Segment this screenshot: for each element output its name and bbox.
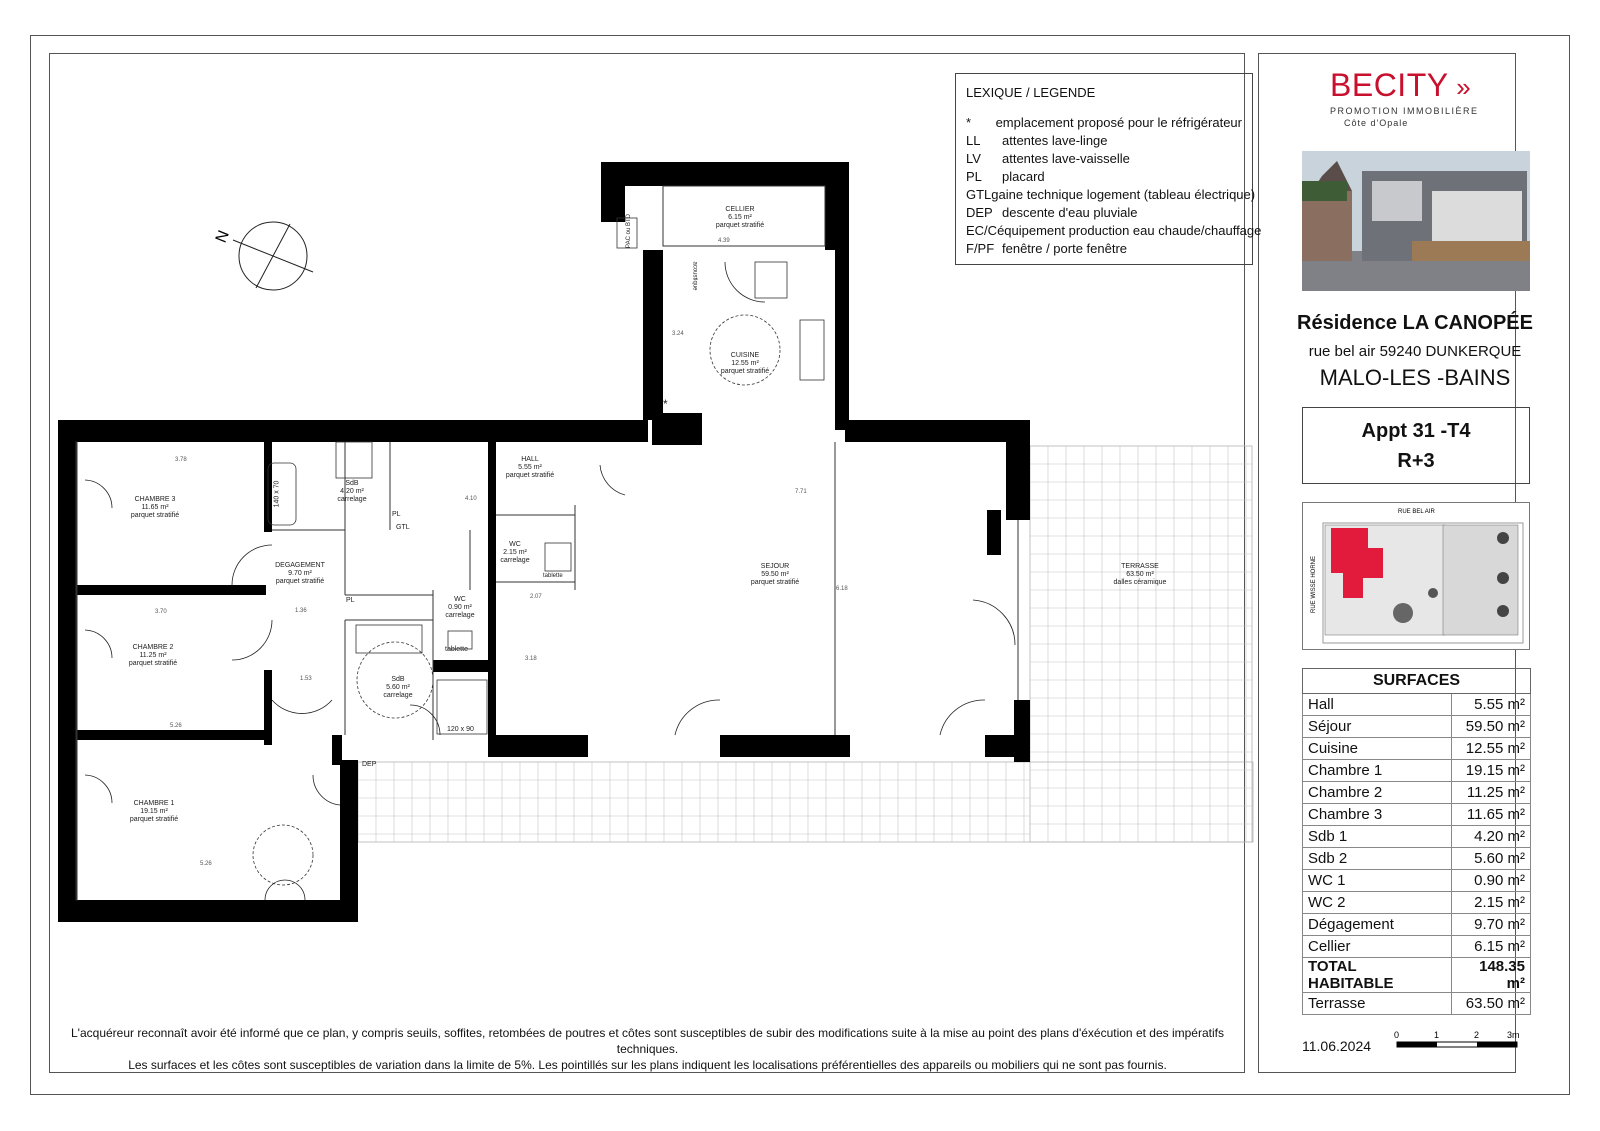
surface-label: Cellier <box>1303 936 1452 958</box>
tag-gtl: GTL <box>396 524 410 531</box>
room-wc-2: WC 2.15 m² carrelage <box>500 541 530 564</box>
apartment-floor: R+3 <box>1397 450 1435 472</box>
surfaces-row <box>1303 914 1531 936</box>
terrace-label: Terrasse <box>1303 993 1452 1015</box>
tag-bath: 140 x 70 <box>273 480 281 508</box>
surface-value: 5.55 m² <box>1452 694 1531 716</box>
dim-label: 5.26 <box>200 861 212 867</box>
surface-label: WC 2 <box>1303 892 1452 914</box>
room-chambre-3: CHAMBRE 3 11.65 m² parquet stratifié <box>130 496 180 519</box>
dim-label: 3.24 <box>672 331 684 337</box>
building-photo <box>1302 151 1530 291</box>
surfaces-row <box>1303 804 1531 826</box>
surface-label: Cuisine <box>1303 738 1452 760</box>
surface-label: Chambre 1 <box>1303 760 1452 782</box>
brand-logo <box>1330 67 1530 128</box>
legend-item: GTL gaine technique logement (tableau électrique) <box>966 187 1256 202</box>
surface-label: WC 1 <box>1303 870 1452 892</box>
residence-city: MALO-LES -BAINS <box>1319 365 1511 390</box>
surface-label: Chambre 2 <box>1303 782 1452 804</box>
cooktop-icon <box>755 262 787 298</box>
surfaces-row <box>1303 782 1531 804</box>
brand-name: BECITY <box>1330 67 1449 103</box>
compass-icon <box>213 222 313 290</box>
tag-tablette: tablette <box>445 646 468 653</box>
toilet-icon <box>545 543 571 571</box>
surface-value: 59.50 m² <box>1452 716 1531 738</box>
surfaces-row <box>1303 870 1531 892</box>
surfaces-table <box>1302 668 1531 1015</box>
room-sdb-2: SdB 5.60 m² carrelage <box>383 676 413 699</box>
surface-value: 11.25 m² <box>1452 782 1531 804</box>
surface-value: 6.15 m² <box>1452 936 1531 958</box>
north-label: N <box>212 228 233 246</box>
room-cellier: CELLIER 6.15 m² parquet stratifié <box>715 206 765 229</box>
legend-item: F/PF fenêtre / porte fenêtre <box>966 241 1128 256</box>
total-value: 148.35 m² <box>1452 958 1531 993</box>
legend-item: * emplacement proposé pour le réfrigérateur <box>966 115 1242 130</box>
dim-label: 4.39 <box>718 238 730 244</box>
room-terrasse: TERRASSE 63.50 m² dalles céramique <box>1113 563 1167 586</box>
brand-arrow-icon: » <box>1448 72 1472 102</box>
disclaimer: L'acquéreur reconnaît avoir été informé que ce plan, y compris seuils, soffites, retombées de poutres et côtes sont susceptibles de subir des modifications suite à la mise au point des plans d'éxécution et des impératifs techniques. Les surfaces et les côtes sont susceptibles de variation dans la limite de 5%. Les pointillés sur les plans indiquent les localisations préférentielles des appareils ou mobiliers qui ne sont pas fournis. <box>71 1026 1224 1072</box>
apartment-box <box>1302 407 1530 484</box>
map-street-left: RUE WISSE HORNE <box>1311 555 1317 613</box>
map-street-top: RUE BEL AIR <box>1398 509 1435 515</box>
tag-fridge: * <box>663 397 668 411</box>
surface-value: 11.65 m² <box>1452 804 1531 826</box>
bathtub-icon <box>268 463 296 525</box>
room-wc-1: WC 0.90 m² carrelage <box>445 596 475 619</box>
room-hall: HALL 5.55 m² parquet stratifié <box>505 456 555 479</box>
room-degagement: DEGAGEMENT 9.70 m² parquet stratifié <box>275 562 325 585</box>
apartment-ref: Appt 31 -T4 <box>1361 420 1471 442</box>
dim-label: 1.36 <box>295 608 307 614</box>
surface-value: 5.60 m² <box>1452 848 1531 870</box>
surfaces-title: SURFACES <box>1303 669 1531 694</box>
dim-label: 2.07 <box>530 594 542 600</box>
dim-label: 4.10 <box>465 496 477 502</box>
tag-pl: PL <box>392 511 401 518</box>
brand-tagline: PROMOTION IMMOBILIÈRE <box>1330 106 1479 116</box>
tag-pac: PAC ou BTD <box>625 214 632 248</box>
surfaces-row <box>1303 694 1531 716</box>
surface-value: 12.55 m² <box>1452 738 1531 760</box>
tag-pl: PL <box>346 597 355 604</box>
walls <box>58 162 1030 922</box>
dim-label: 3.78 <box>175 457 187 463</box>
surfaces-row <box>1303 716 1531 738</box>
sink-icon <box>336 442 372 478</box>
surface-value: 19.15 m² <box>1452 760 1531 782</box>
surface-value: 9.70 m² <box>1452 914 1531 936</box>
room-sdb-1: SdB 4.20 m² carrelage <box>337 480 367 503</box>
surface-value: 0.90 m² <box>1452 870 1531 892</box>
fixtures <box>253 218 824 885</box>
surface-value: 2.15 m² <box>1452 892 1531 914</box>
legend-item: PL placard <box>966 169 1045 184</box>
surface-label: Sdb 1 <box>1303 826 1452 848</box>
residence-street: rue bel air 59240 DUNKERQUE <box>1308 343 1522 360</box>
tag-tablette: tablette <box>543 573 563 579</box>
legend-item: LL attentes lave-linge <box>966 133 1108 148</box>
scale-3: 3m <box>1507 1030 1520 1040</box>
room-sejour: SEJOUR 59.50 m² parquet stratifié <box>750 563 800 586</box>
room-cuisine: CUISINE 12.55 m² parquet stratifié <box>720 352 770 375</box>
scale-0: 0 <box>1394 1030 1400 1040</box>
tag-acoustique: acoustique <box>691 261 698 291</box>
legend-item: EC/C équipement production eau chaude/chauffage <box>966 223 1262 238</box>
legend-title: LEXIQUE / LEGENDE <box>966 85 1096 100</box>
scale-1: 1 <box>1434 1030 1440 1040</box>
dim-label: 6.18 <box>836 586 848 592</box>
site-map <box>1302 502 1530 650</box>
surfaces-row <box>1303 892 1531 914</box>
surfaces-row <box>1303 848 1531 870</box>
dim-label: 1.53 <box>300 676 312 682</box>
legend-item: LV attentes lave-vaisselle <box>966 151 1130 166</box>
scale-2: 2 <box>1474 1030 1480 1040</box>
surface-value: 4.20 m² <box>1452 826 1531 848</box>
room-chambre-2: CHAMBRE 2 11.25 m² parquet stratifié <box>128 644 178 667</box>
surfaces-row <box>1303 936 1531 958</box>
plan-date: 11.06.2024 <box>1302 1038 1372 1054</box>
brand-region: Côte d'Opale <box>1344 118 1409 128</box>
surface-label: Hall <box>1303 694 1452 716</box>
surfaces-row <box>1303 826 1531 848</box>
dim-label: 3.70 <box>155 609 167 615</box>
dim-label: 3.18 <box>525 656 537 662</box>
dim-label: 7.71 <box>795 489 807 495</box>
surfaces-total-row <box>1303 958 1531 993</box>
double-sink-icon <box>356 625 422 653</box>
surfaces-row <box>1303 760 1531 782</box>
surfaces-terrace-row <box>1303 993 1531 1015</box>
surface-label: Dégagement <box>1303 914 1452 936</box>
surfaces-row <box>1303 738 1531 760</box>
surface-label: Chambre 3 <box>1303 804 1452 826</box>
scale-bar <box>1385 1028 1525 1058</box>
surface-label: Séjour <box>1303 716 1452 738</box>
doors <box>85 262 1015 900</box>
total-label: TOTAL HABITABLE <box>1303 958 1452 993</box>
legend-item: DEP descente d'eau pluviale <box>966 205 1138 220</box>
dim-label: 5.26 <box>170 723 182 729</box>
surface-label: Sdb 2 <box>1303 848 1452 870</box>
residence-name: Résidence LA CANOPÉE <box>1297 312 1533 334</box>
tag-dep: DEP <box>362 761 377 768</box>
room-chambre-1: CHAMBRE 1 19.15 m² parquet stratifié <box>129 800 179 823</box>
tag-shower: 120 x 90 <box>447 726 474 733</box>
terrace-value: 63.50 m² <box>1452 993 1531 1015</box>
sink-kitchen-icon <box>800 320 824 380</box>
